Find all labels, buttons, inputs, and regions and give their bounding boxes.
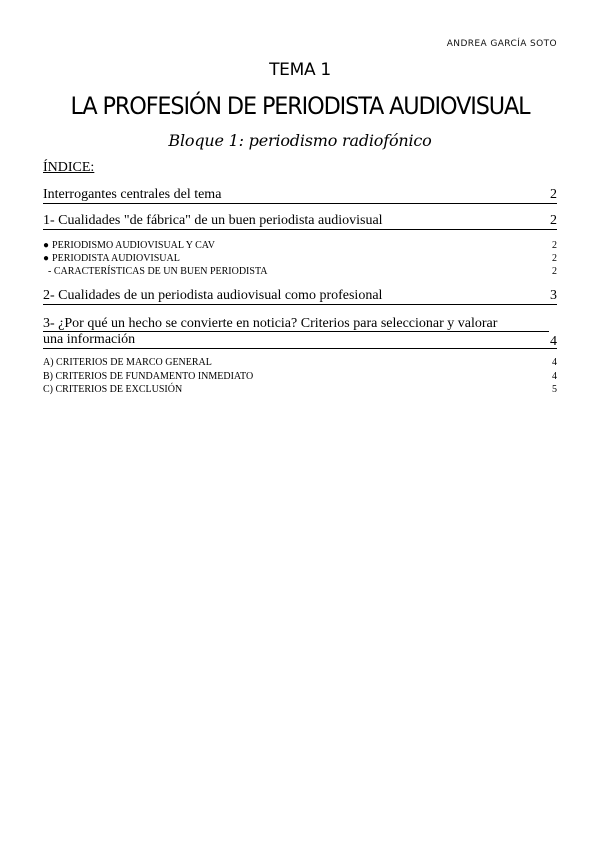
- toc-subentry-page: 2: [552, 253, 557, 264]
- bullet-icon: ●: [43, 240, 50, 251]
- toc-entry-section-3[interactable]: [43, 316, 557, 350]
- toc-subentry-exclusion[interactable]: [43, 384, 557, 396]
- toc-entry-page: 2: [550, 213, 557, 228]
- toc-entry-central-questions[interactable]: [43, 187, 557, 204]
- toc-subentry-page: 4: [552, 357, 557, 368]
- toc-subentry-periodismo-audiovisual[interactable]: [43, 240, 557, 252]
- toc-subentry-label: PERIODISMO AUDIOVISUAL Y CAV: [52, 240, 215, 251]
- toc-subentry-page: 2: [552, 266, 557, 277]
- toc-entry-page: 4: [550, 334, 557, 349]
- toc-subentry-label: C) CRITERIOS DE EXCLUSIÓN: [43, 384, 183, 395]
- toc-entry-label: 2- Cualidades de un periodista audiovisual como profesional: [43, 288, 383, 303]
- bullet-icon: ●: [43, 253, 50, 264]
- toc-subentry-label: PERIODISTA AUDIOVISUAL: [52, 253, 180, 264]
- toc-subentry-caracteristicas[interactable]: [48, 266, 557, 278]
- toc-subentry-marco-general[interactable]: [43, 357, 557, 369]
- toc-entry-section-2[interactable]: [43, 288, 557, 305]
- toc-entry-page: 2: [550, 187, 557, 202]
- block-subtitle: Bloque 1: periodismo radiofónico: [168, 131, 432, 150]
- document-title: LA PROFESIÓN DE PERIODISTA AUDIOVISUAL: [70, 92, 530, 120]
- toc-entry-label: 1- Cualidades "de fábrica" de un buen periodista audiovisual: [43, 213, 383, 228]
- toc-entry-label-line1: 3- ¿Por qué un hecho se convierte en noticia? Criterios para seleccionar y valorar: [43, 316, 549, 332]
- toc-subentry-fundamento-inmediato[interactable]: [43, 371, 557, 383]
- toc-entry-label-line2: una información: [43, 332, 557, 349]
- topic-number: TEMA 1: [269, 60, 331, 80]
- toc-entry-section-1[interactable]: [43, 213, 557, 230]
- toc-subentry-label: A) CRITERIOS DE MARCO GENERAL: [43, 357, 212, 368]
- toc-subentry-page: 4: [552, 371, 557, 382]
- toc-entry-page: 3: [550, 288, 557, 303]
- author-name: ANDREA GARCÍA SOTO: [446, 39, 557, 49]
- toc-subentry-page: 5: [552, 384, 557, 395]
- index-heading: ÍNDICE:: [43, 160, 95, 175]
- toc-subentry-label: - CARACTERÍSTICAS DE UN BUEN PERIODISTA: [48, 266, 268, 277]
- toc-subentry-periodista-audiovisual[interactable]: [43, 253, 557, 265]
- toc-subentry-label: B) CRITERIOS DE FUNDAMENTO INMEDIATO: [43, 371, 254, 382]
- toc-subentry-page: 2: [552, 240, 557, 251]
- toc-entry-label: Interrogantes centrales del tema: [43, 187, 222, 202]
